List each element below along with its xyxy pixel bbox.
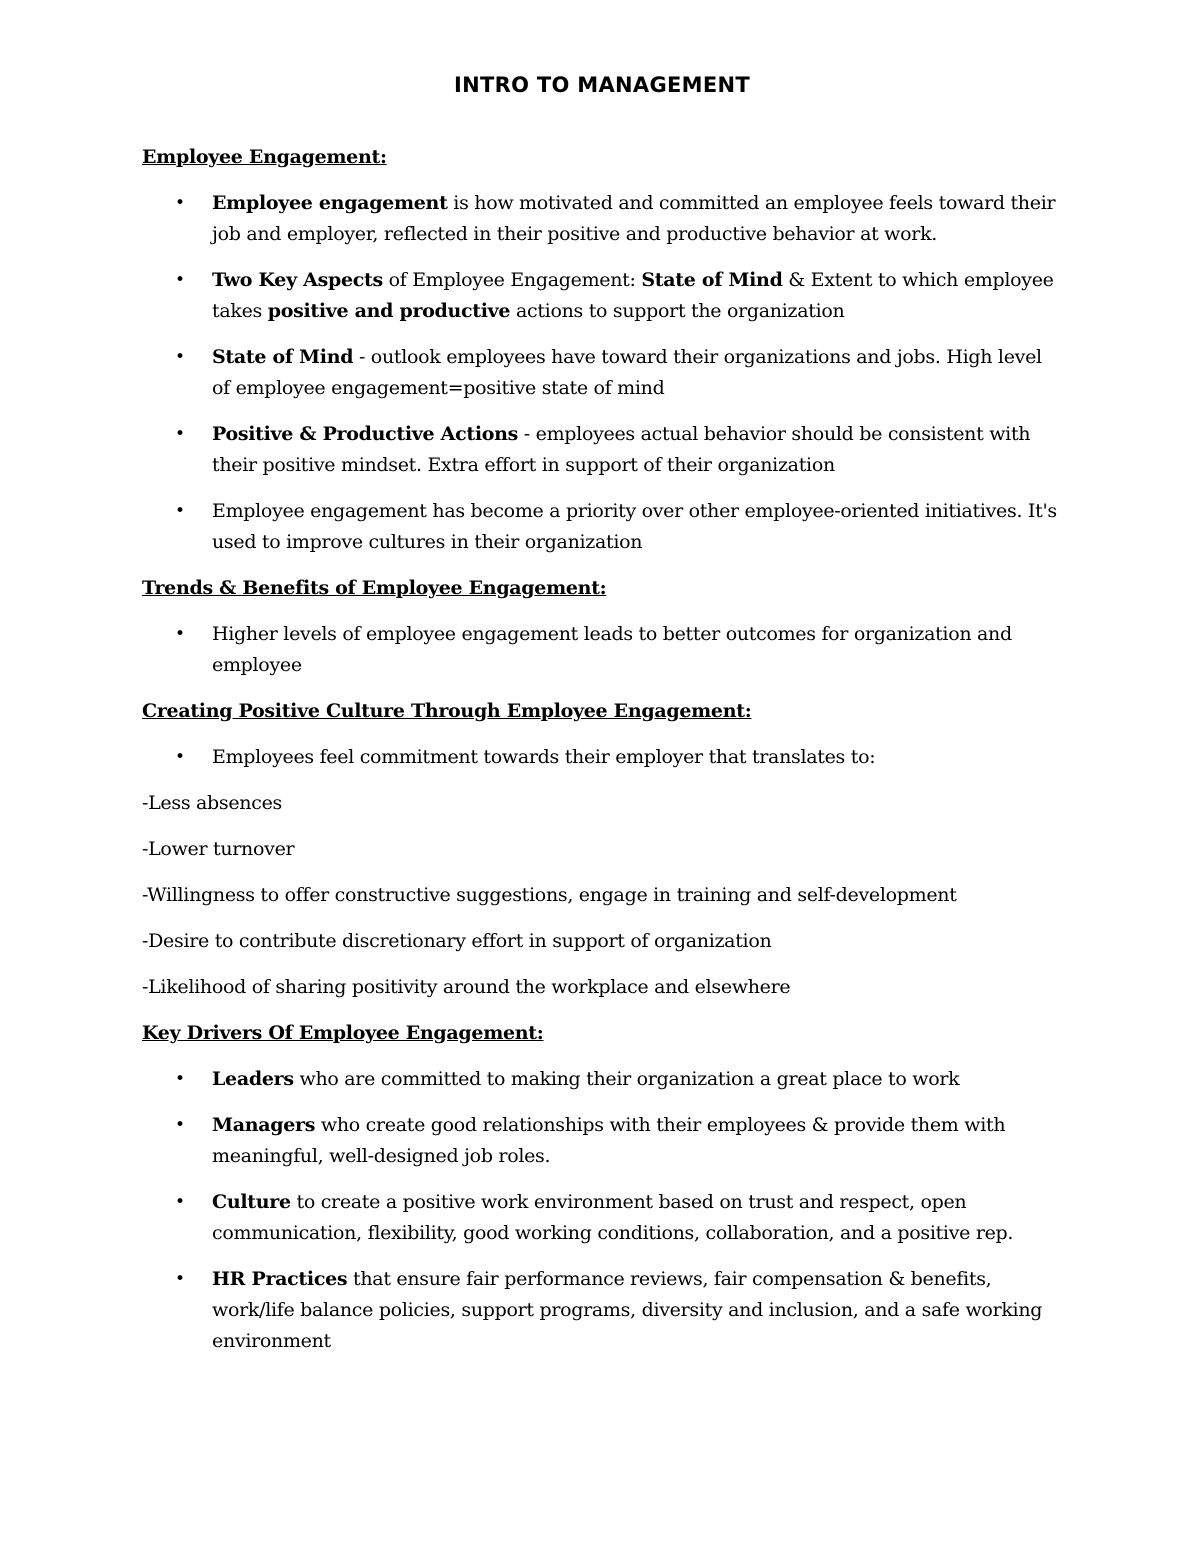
definition: that ensure fair performance reviews, fair compensation & benefits, work/life balance policies, support programs, diversity and inclusion, and a safe working environment — [212, 1268, 1043, 1352]
section-heading-engagement: Employee Engagement: — [142, 146, 387, 168]
term: Culture — [212, 1191, 291, 1213]
bullet-icon: • — [175, 501, 185, 521]
term: Positive & Productive Actions — [212, 423, 519, 445]
engagement-bullet-list — [142, 188, 1062, 558]
term: positive and productive — [267, 300, 511, 322]
bullet-icon: • — [175, 1269, 185, 1289]
list-item — [142, 1110, 1062, 1172]
culture-bullet-list — [142, 742, 1062, 773]
bullet-icon: • — [175, 624, 185, 644]
list-item — [142, 419, 1062, 481]
culture-line: -Willingness to offer constructive suggestions, engage in training and self-development — [142, 884, 957, 906]
bullet-icon: • — [175, 347, 185, 367]
definition: who create good relationships with their employees & provide them with meaningful, well-designed job roles. — [212, 1114, 1006, 1167]
bullet-icon: • — [175, 1115, 185, 1135]
list-item — [142, 496, 1062, 558]
definition: Employees feel commitment towards their employer that translates to: — [212, 746, 876, 768]
term: Employee engagement — [212, 192, 448, 214]
list-item — [142, 1187, 1062, 1249]
definition: who are committed to making their organization a great place to work — [293, 1068, 960, 1090]
section-heading-drivers: Key Drivers Of Employee Engagement: — [142, 1022, 544, 1044]
term: Two Key Aspects — [212, 269, 383, 291]
definition: actions to support the organization — [510, 300, 845, 322]
list-item — [142, 1264, 1062, 1357]
definition: to create a positive work environment based on trust and respect, open communication, flexibility, good working conditions, collaboration, and a positive rep. — [212, 1191, 1014, 1244]
term: State of Mind — [212, 346, 354, 368]
definition: & Extent to which employee takes — [212, 269, 1054, 322]
definition: - employees actual behavior should be consistent with their positive mindset. Extra effort in support of their organization — [212, 423, 1031, 476]
bullet-icon: • — [175, 1069, 185, 1089]
list-item — [142, 1064, 1062, 1095]
list-item — [142, 188, 1062, 250]
definition: of Employee Engagement: — [382, 269, 642, 291]
culture-line: -Lower turnover — [142, 838, 295, 860]
section-heading-culture: Creating Positive Culture Through Employee Engagement: — [142, 700, 752, 722]
term: Managers — [212, 1114, 316, 1136]
definition: is how motivated and committed an employee feels toward their job and employer, reflected in their positive and productive behavior at work. — [212, 192, 1056, 245]
definition: Higher levels of employee engagement leads to better outcomes for organization and employee — [212, 623, 1012, 676]
section-heading-trends: Trends & Benefits of Employee Engagement: — [142, 577, 607, 599]
definition: - outlook employees have toward their organizations and jobs. High level of employee engagement=positive state of mind — [212, 346, 1042, 399]
document-title: INTRO TO MANAGEMENT — [454, 73, 750, 97]
list-item — [142, 619, 1062, 681]
term: State of Mind — [641, 269, 783, 291]
culture-line: -Desire to contribute discretionary effort in support of organization — [142, 930, 772, 952]
culture-line: -Likelihood of sharing positivity around the workplace and elsewhere — [142, 976, 791, 998]
document-page — [142, 70, 1062, 1372]
bullet-icon: • — [175, 270, 185, 290]
bullet-icon: • — [175, 424, 185, 444]
bullet-icon: • — [175, 1192, 185, 1212]
bullet-icon: • — [175, 193, 185, 213]
term: Leaders — [212, 1068, 294, 1090]
definition: Employee engagement has become a priority over other employee-oriented initiatives. It's used to improve cultures in their organization — [212, 500, 1057, 553]
drivers-bullet-list — [142, 1064, 1062, 1357]
list-item — [142, 742, 1062, 773]
list-item — [142, 265, 1062, 327]
term: HR Practices — [212, 1268, 348, 1290]
trends-bullet-list — [142, 619, 1062, 681]
list-item — [142, 342, 1062, 404]
culture-line: -Less absences — [142, 792, 282, 814]
bullet-icon: • — [175, 747, 185, 767]
